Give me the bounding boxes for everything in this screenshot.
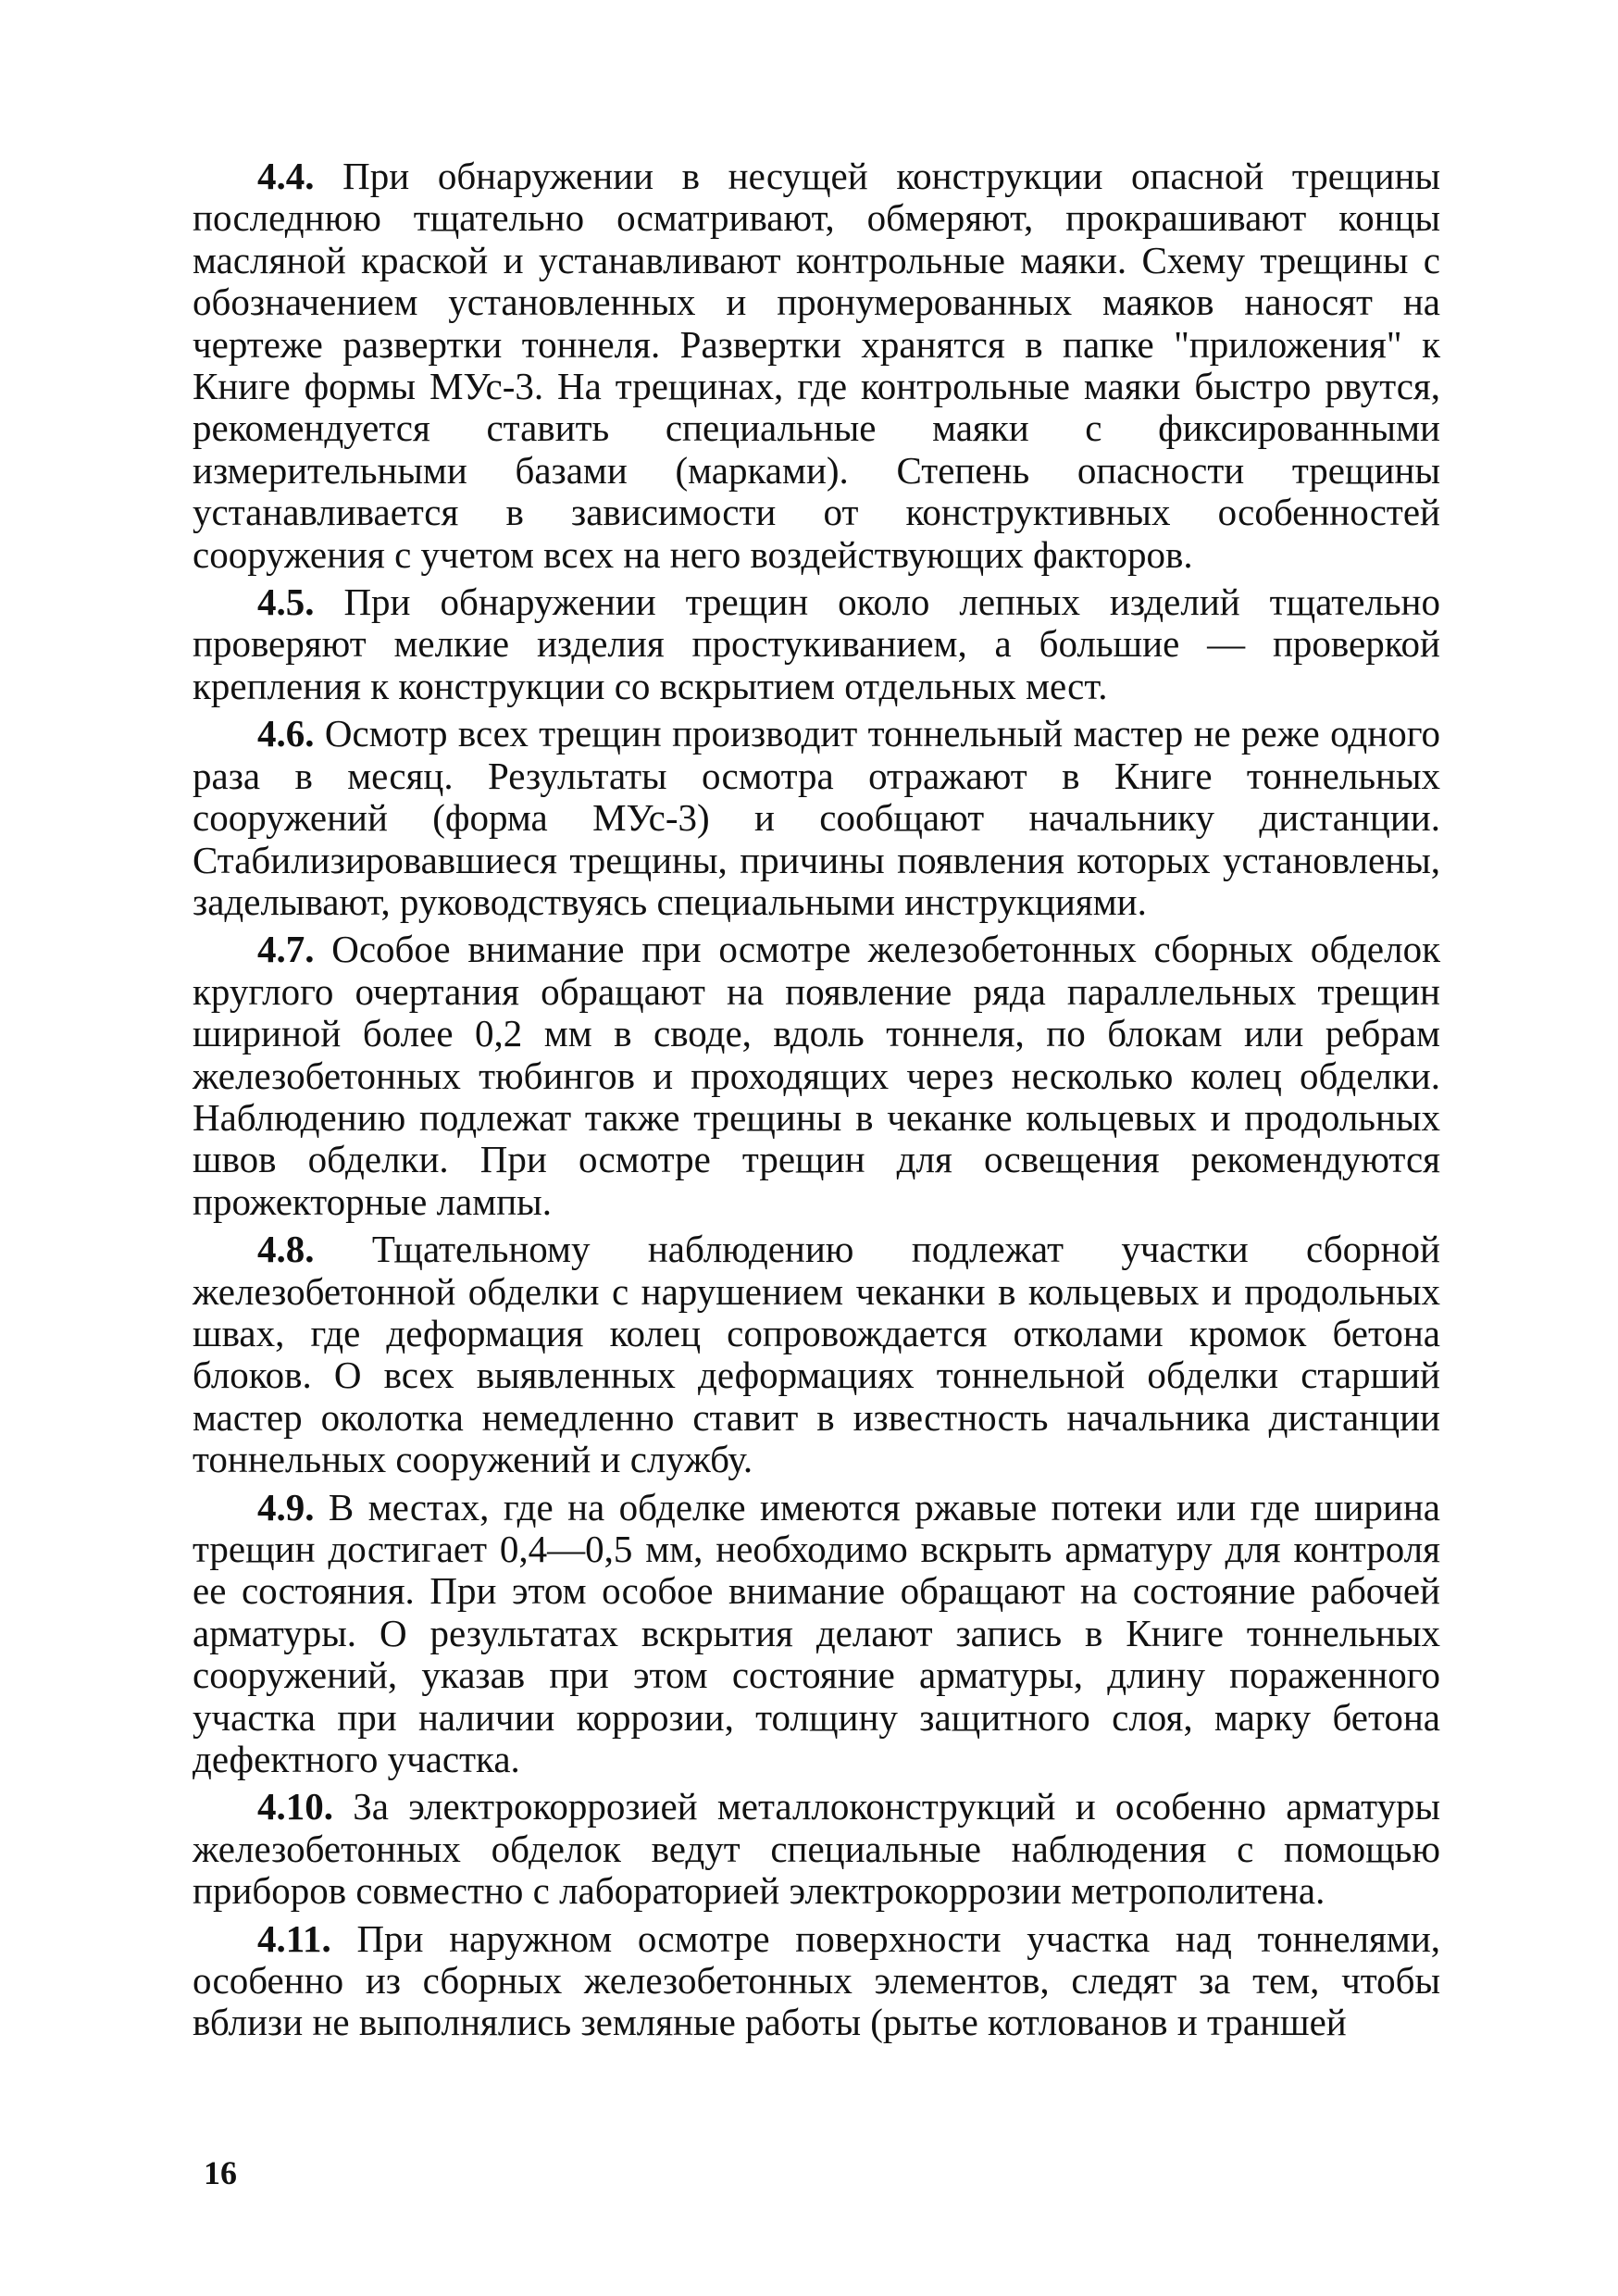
- paragraph-number: 4.8.: [257, 1228, 315, 1271]
- paragraph-number: 4.9.: [257, 1485, 315, 1529]
- paragraph-text: При наружном осмотре поверхности участка над тоннелями, особенно из сборных железобетонных элементов, следят за тем, чтобы вблизи не выполнялись земляные работы (рытье котлованов и траншей: [193, 1916, 1441, 2044]
- document-page: [193, 156, 1440, 2266]
- paragraph-number: 4.5.: [257, 580, 315, 624]
- paragraph-4-9: [193, 1487, 1440, 1781]
- paragraph-4-4: [193, 156, 1440, 576]
- paragraph-text: В местах, где на обделке имеются ржавые потеки или где ширина трещин достигает 0,4—0,5 мм, необходимо вскрыть арматуру для контроля ее состояния. При этом особое внимание обращают на состояние рабочей арматуры. О результатах вскрытия делают запись в Книге тоннельных сооружений, указав при этом состояние арматуры, длину пораженного участка при наличии коррозии, толщину защитного слоя, марку бетона дефектного участка.: [193, 1485, 1441, 1781]
- paragraph-number: 4.7.: [257, 928, 315, 971]
- paragraph-text: Осмотр всех трещин производит тоннельный мастер не реже одного раза в месяц. Результаты осмотра отражают в Книге тоннельных сооружений (форма МУс-3) и сообщают начальнику дистанции. Стабилизировавшиеся трещины, причины появления которых установлены, заделывают, руководствуясь специальными инструкциями.: [193, 712, 1441, 923]
- paragraph-text: Тщательному наблюдению подлежат участки сборной железобетонной обделки с нарушением чеканки в кольцевых и продольных швах, где деформация колец сопровождается отколами кромок бетона блоков. О всех выявленных деформациях тоннельной обделки старший мастер околотка немедленно ставит в известность начальника дистанции тоннельных сооружений и службу.: [193, 1228, 1441, 1481]
- paragraph-4-5: [193, 581, 1440, 707]
- paragraph-4-8: [193, 1229, 1440, 1480]
- paragraph-4-11: [193, 1918, 1440, 2044]
- paragraph-4-7: [193, 929, 1440, 1223]
- paragraph-text: При обнаружении трещин около лепных изделий тщательно проверяют мелкие изделия простукиванием, а большие — проверкой крепления к конструкции со вскрытием отдельных мест.: [193, 580, 1440, 707]
- page-number: 16: [204, 2154, 237, 2191]
- paragraph-4-6: [193, 713, 1440, 923]
- paragraph-number: 4.4.: [257, 155, 315, 197]
- paragraph-text: При обнаружении в несущей конструкции опасной трещины последнюю тщательно осматривают, обмеряют, прокрашивают концы масляной краской и устанавливают контрольные маяки. Схему трещины с обозначением установленных и пронумерованных маяков наносят на чертеже развертки тоннеля. Развертки хранятся в папке "приложения" к Книге формы МУс-3. На трещинах, где контрольные маяки быстро рвутся, рекомендуется ставить специальные маяки с фиксированными измерительными базами (марками). Степень опасности трещины устанавливается в зависимости от конструктивных особенностей сооружения с учетом всех на него воздействующих факторов.: [193, 155, 1441, 576]
- paragraph-4-10: [193, 1786, 1440, 1912]
- paragraph-number: 4.10.: [257, 1785, 333, 1828]
- paragraph-number: 4.6.: [257, 712, 315, 755]
- paragraph-number: 4.11.: [257, 1916, 331, 1960]
- paragraph-text: За электрокоррозией металлоконструкций и особенно арматуры железобетонных обделок ведут специальные наблюдения с помощью приборов совместно с лабораторией электрокоррозии метрополитена.: [193, 1785, 1441, 1913]
- paragraph-text: Особое внимание при осмотре железобетонных сборных обделок круглого очертания обращают на появление ряда параллельных трещин шириной более 0,2 мм в своде, вдоль тоннеля, по блокам или ребрам железобетонных тюбингов и проходящих через несколько колец обделки. Наблюдению подлежат также трещины в чеканке кольцевых и продольных швов обделки. При осмотре трещин для освещения рекомендуются прожекторные лампы.: [193, 928, 1441, 1223]
